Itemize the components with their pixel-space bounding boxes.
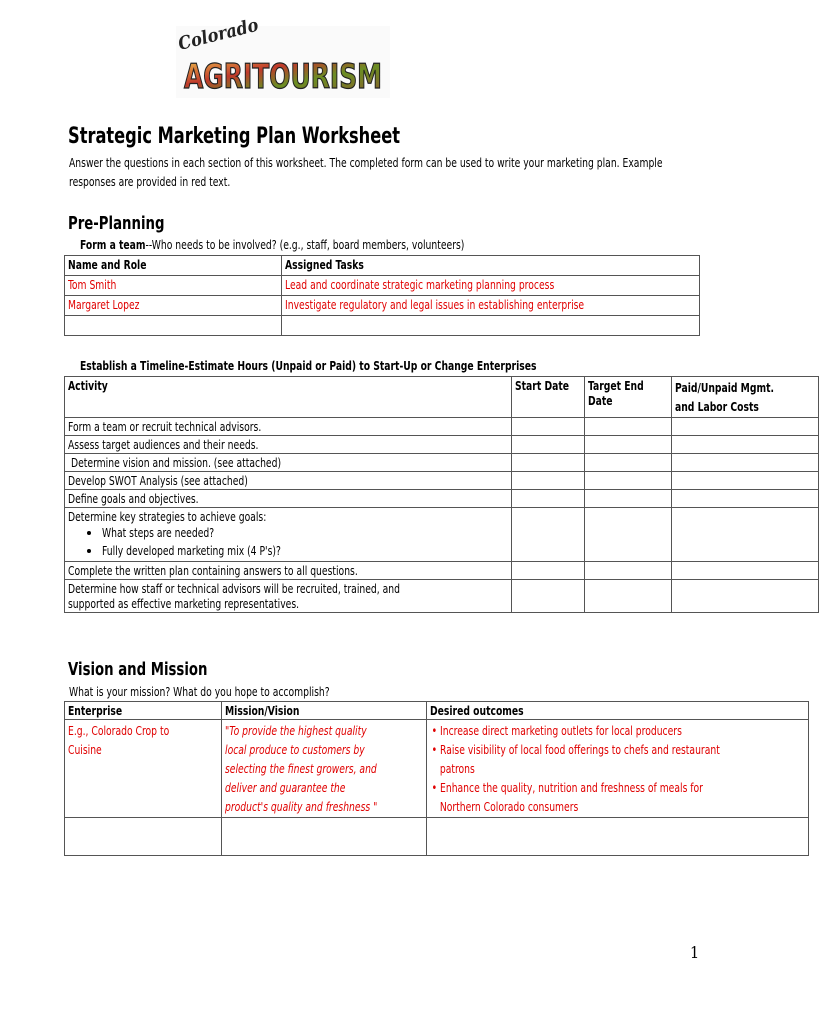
col-start-date: Start Date bbox=[512, 377, 585, 418]
cost-cell[interactable] bbox=[671, 472, 818, 490]
cost-cell[interactable] bbox=[671, 418, 818, 436]
form-team-line bbox=[80, 237, 549, 252]
start-date-cell[interactable] bbox=[512, 508, 585, 562]
form-team-text: --Who needs to be involved? (e.g., staff, board members, volunteers) bbox=[145, 237, 465, 252]
strategy-bullets bbox=[68, 524, 508, 560]
table-row bbox=[65, 508, 819, 562]
table-row bbox=[65, 720, 809, 818]
cost-cell[interactable] bbox=[671, 490, 818, 508]
col-enterprise: Enterprise bbox=[65, 702, 222, 720]
page-number: 1 bbox=[690, 943, 700, 962]
table-row bbox=[65, 818, 809, 856]
timeline-heading: Establish a Timeline-Estimate Hours (Unpaid or Paid) to Start-Up or Change Enterprises bbox=[80, 358, 537, 373]
intro-text: Answer the questions in each section of this worksheet. The completed form can be used to write your marketing plan. Example responses are provided in red text. bbox=[69, 155, 663, 189]
cost-cell[interactable] bbox=[671, 436, 818, 454]
form-team-label: Form a team bbox=[80, 237, 146, 252]
list-item: • What steps are needed? bbox=[102, 524, 508, 542]
start-date-cell[interactable] bbox=[512, 454, 585, 472]
activity-cell: Assess target audiences and their needs. bbox=[65, 436, 512, 454]
team-task[interactable]: Lead and coordinate strategic marketing planning process bbox=[282, 276, 700, 296]
target-date-cell[interactable] bbox=[584, 508, 671, 562]
activity-cell: Determine key strategies to achieve goals: • What steps are needed? • Fully developed marketing mix (4 P's)? bbox=[65, 508, 512, 562]
table-row bbox=[65, 436, 819, 454]
vision-heading: Vision and Mission bbox=[68, 659, 208, 680]
target-date-cell[interactable] bbox=[584, 436, 671, 454]
activity-cell: Develop SWOT Analysis (see attached) bbox=[65, 472, 512, 490]
table-row bbox=[65, 276, 700, 296]
target-date-cell[interactable] bbox=[584, 490, 671, 508]
enterprise-empty[interactable] bbox=[65, 818, 222, 856]
start-date-cell[interactable] bbox=[512, 418, 585, 436]
logo-script: Colorado bbox=[176, 14, 261, 55]
example-mission[interactable]: "To provide the highest quality local produce to customers by selecting the finest growers, and deliver and guarantee the product's quality and freshness " bbox=[222, 720, 427, 818]
table-row bbox=[65, 454, 819, 472]
cost-cell[interactable] bbox=[671, 580, 818, 613]
start-date-cell[interactable] bbox=[512, 580, 585, 613]
team-task-empty[interactable] bbox=[282, 316, 700, 336]
team-name-empty[interactable] bbox=[65, 316, 282, 336]
activity-cell: Define goals and objectives. bbox=[65, 490, 512, 508]
list-item: • Increase direct marketing outlets for local producers bbox=[431, 723, 682, 738]
col-target-end: Target End Date bbox=[584, 377, 671, 418]
colorado-agritourism-logo bbox=[176, 14, 390, 98]
start-date-cell[interactable] bbox=[512, 472, 585, 490]
outcomes-empty[interactable] bbox=[427, 818, 809, 856]
cost-cell[interactable] bbox=[671, 454, 818, 472]
col-paid-unpaid: Paid/Unpaid Mgmt. and Labor Costs bbox=[671, 377, 818, 418]
table-row bbox=[65, 580, 819, 613]
table-row bbox=[65, 472, 819, 490]
cost-cell[interactable] bbox=[671, 562, 818, 580]
page-title: Strategic Marketing Plan Worksheet bbox=[68, 124, 401, 149]
table-row bbox=[65, 418, 819, 436]
table-row bbox=[65, 296, 700, 316]
team-task[interactable]: Investigate regulatory and legal issues in establishing enterprise bbox=[282, 296, 700, 316]
activity-cell: Complete the written plan containing answers to all questions. bbox=[65, 562, 512, 580]
start-date-cell[interactable] bbox=[512, 562, 585, 580]
table-row bbox=[65, 562, 819, 580]
list-item: • Fully developed marketing mix (4 P's)? bbox=[102, 542, 508, 560]
team-name[interactable]: Tom Smith bbox=[65, 276, 282, 296]
preplanning-heading: Pre-Planning bbox=[68, 213, 165, 234]
list-item: • Raise visibility of local food offerings to chefs and restaurant patrons bbox=[431, 742, 720, 776]
start-date-cell[interactable] bbox=[512, 490, 585, 508]
col-assigned-tasks: Assigned Tasks bbox=[282, 256, 700, 276]
team-name[interactable]: Margaret Lopez bbox=[65, 296, 282, 316]
target-date-cell[interactable] bbox=[584, 454, 671, 472]
col-mission-vision: Mission/Vision bbox=[222, 702, 427, 720]
table-row bbox=[65, 490, 819, 508]
list-item: • Enhance the quality, nutrition and freshness of meals for Northern Colorado consumers bbox=[431, 780, 703, 814]
table-row bbox=[65, 316, 700, 336]
example-outcomes[interactable] bbox=[427, 720, 809, 818]
activity-cell: Determine how staff or technical advisors will be recruited, trained, and supported as effective marketing representatives. bbox=[65, 580, 512, 613]
target-date-cell[interactable] bbox=[584, 418, 671, 436]
col-name-role: Name and Role bbox=[65, 256, 282, 276]
vision-question: What is your mission? What do you hope to accomplish? bbox=[69, 684, 330, 699]
team-table bbox=[64, 255, 700, 336]
cost-cell[interactable] bbox=[671, 508, 818, 562]
activity-cell: Determine vision and mission. (see attached) bbox=[65, 454, 512, 472]
mission-empty[interactable] bbox=[222, 818, 427, 856]
start-date-cell[interactable] bbox=[512, 436, 585, 454]
target-date-cell[interactable] bbox=[584, 580, 671, 613]
example-enterprise[interactable]: E.g., Colorado Crop to Cuisine bbox=[65, 720, 222, 818]
vision-table bbox=[64, 701, 809, 856]
col-activity: Activity bbox=[65, 377, 512, 418]
activity-cell: Form a team or recruit technical advisors. bbox=[65, 418, 512, 436]
target-date-cell[interactable] bbox=[584, 472, 671, 490]
target-date-cell[interactable] bbox=[584, 562, 671, 580]
col-desired-outcomes: Desired outcomes bbox=[427, 702, 809, 720]
logo-main: AGRITOURISM bbox=[184, 57, 382, 97]
timeline-table bbox=[64, 376, 819, 613]
